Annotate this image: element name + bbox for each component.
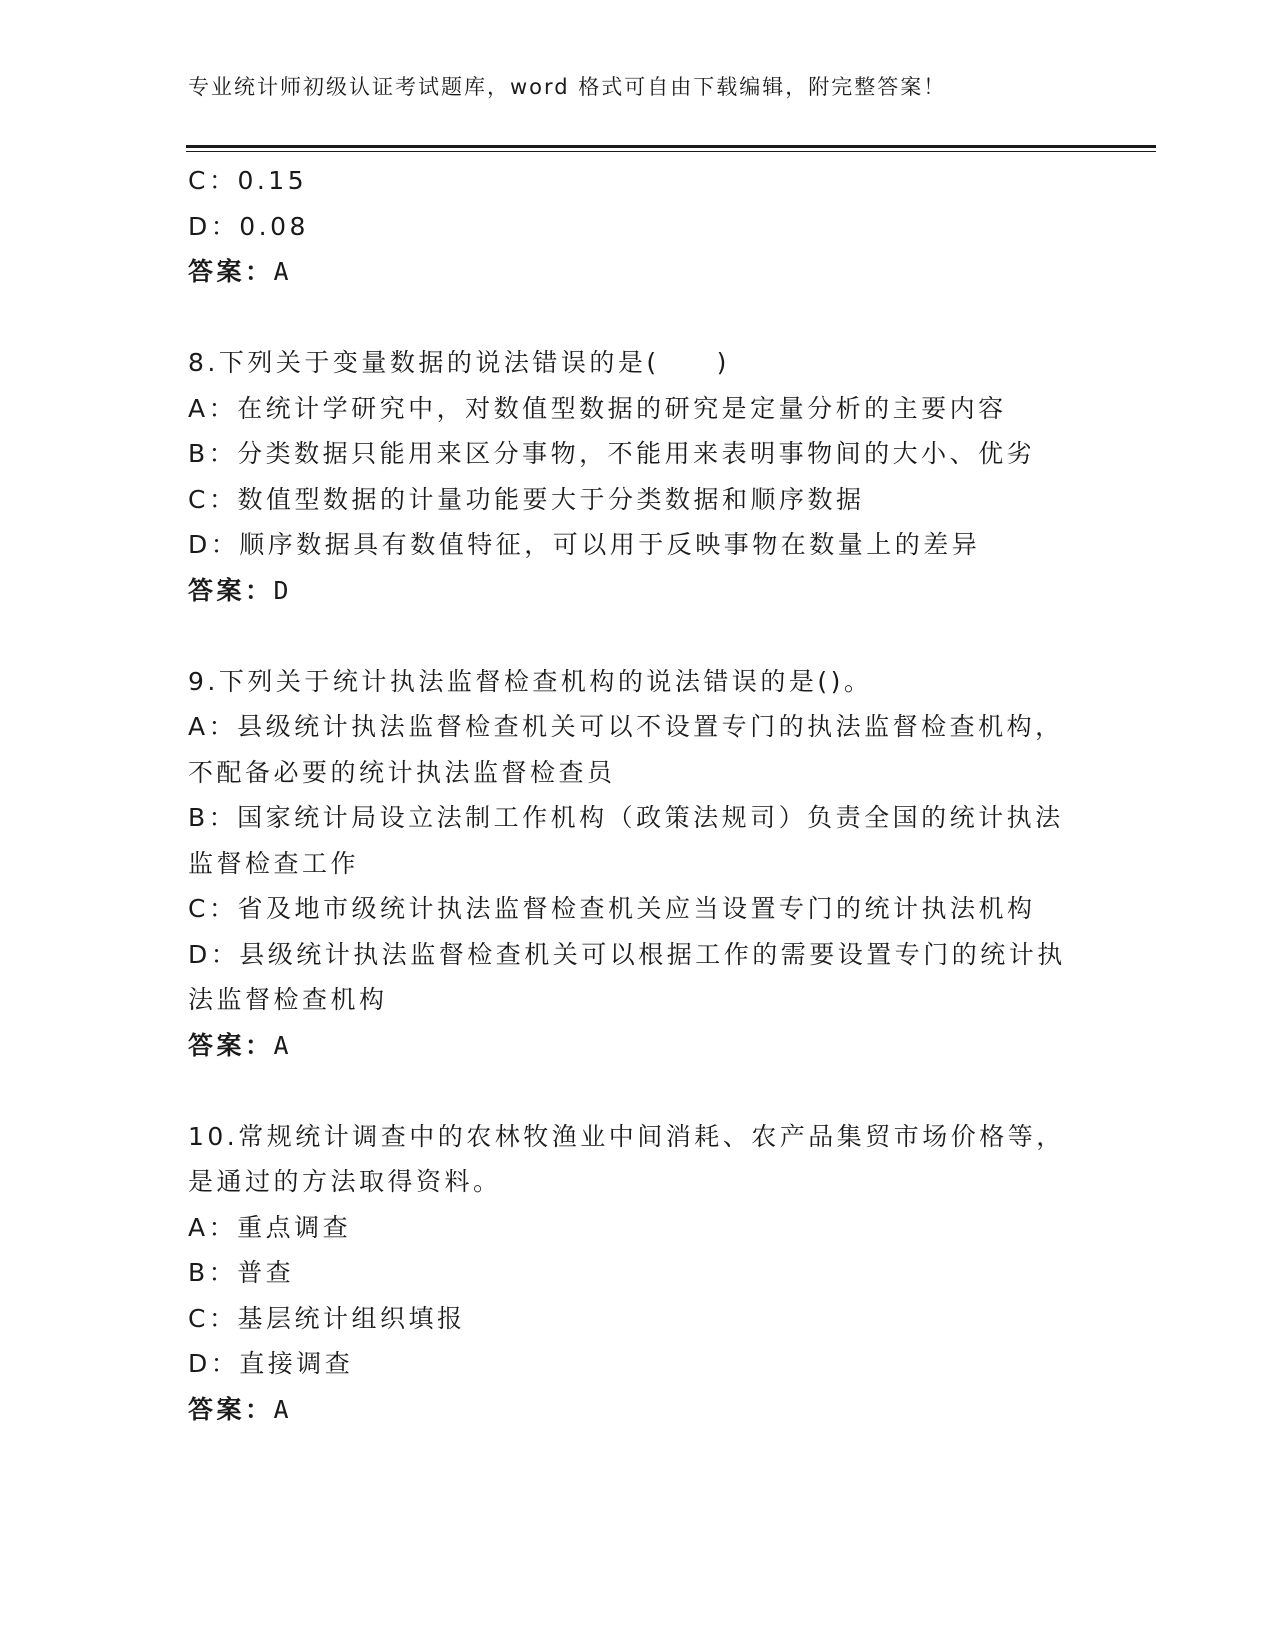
option-c: C：0.15: [188, 166, 308, 195]
option-d: D：县级统计执法监督检查机关可以根据工作的需要设置专门的统计执: [188, 939, 1066, 969]
option-a: A：县级统计执法监督检查机关可以不设置专门的执法监督检查机构，: [188, 712, 1064, 741]
answer-label: 答案：: [188, 1030, 274, 1060]
option-b: B：国家统计局设立法制工作机构（政策法规司）负责全国的统计执法: [188, 803, 1064, 832]
question-8: [188, 340, 1088, 613]
question-stem: 9.下列关于统计执法监督检查机构的说法错误的是()。: [188, 666, 873, 696]
question-content: [188, 158, 1088, 1432]
answer-value: A: [273, 1394, 293, 1424]
option-d-continued: 法监督检查机构: [188, 985, 388, 1014]
question-stem: 8.下列关于变量数据的说法错误的是( ): [188, 348, 730, 377]
question-stem-continued: 是通过的方法取得资料。: [188, 1167, 502, 1196]
question-10: [188, 1114, 1088, 1433]
answer-value: A: [273, 257, 293, 286]
previous-question-tail: [188, 158, 1088, 295]
option-d: D：0.08: [188, 211, 309, 241]
option-a: A：在统计学研究中，对数值型数据的研究是定量分析的主要内容: [188, 393, 1007, 423]
option-b: B：普查: [188, 1258, 295, 1287]
answer-line: [188, 1023, 1088, 1069]
option-a: A：重点调查: [188, 1212, 352, 1242]
answer-label: 答案：: [188, 1394, 274, 1424]
question-stem: 10.常规统计调查中的农林牧渔业中间消耗、农产品集贸市场价格等，: [188, 1121, 1065, 1151]
answer-line: [188, 568, 1088, 614]
header-divider-thin: [186, 151, 1156, 152]
answer-label: 答案：: [188, 257, 274, 286]
option-a-continued: 不配备必要的统计执法监督检查员: [188, 757, 616, 787]
spacer: [188, 1068, 1088, 1114]
option-b-continued: 监督检查工作: [188, 848, 360, 878]
question-9: [188, 659, 1088, 1069]
answer-line: [188, 249, 1088, 295]
option-c: C：省及地市级统计执法监督检查机关应当设置专门的统计执法机构: [188, 894, 1036, 923]
option-c: C：基层统计组织填报: [188, 1303, 466, 1333]
option-d: D：顺序数据具有数值特征，可以用于反映事物在数量上的差异: [188, 530, 981, 559]
option-b: B：分类数据只能用来区分事物，不能用来表明事物间的大小、优劣: [188, 439, 1036, 468]
option-d: D：直接调查: [188, 1349, 354, 1378]
answer-value: A: [273, 1030, 293, 1060]
answer-line: [188, 1387, 1088, 1433]
answer-label: 答案：: [188, 575, 274, 605]
option-c: C：数值型数据的计量功能要大于分类数据和顺序数据: [188, 484, 865, 514]
answer-value: D: [273, 575, 293, 605]
spacer: [188, 613, 1088, 659]
header-divider-thick: [186, 145, 1156, 148]
spacer: [188, 295, 1088, 341]
page-header: 专业统计师初级认证考试题库，word 格式可自由下载编辑，附完整答案！: [188, 75, 947, 99]
